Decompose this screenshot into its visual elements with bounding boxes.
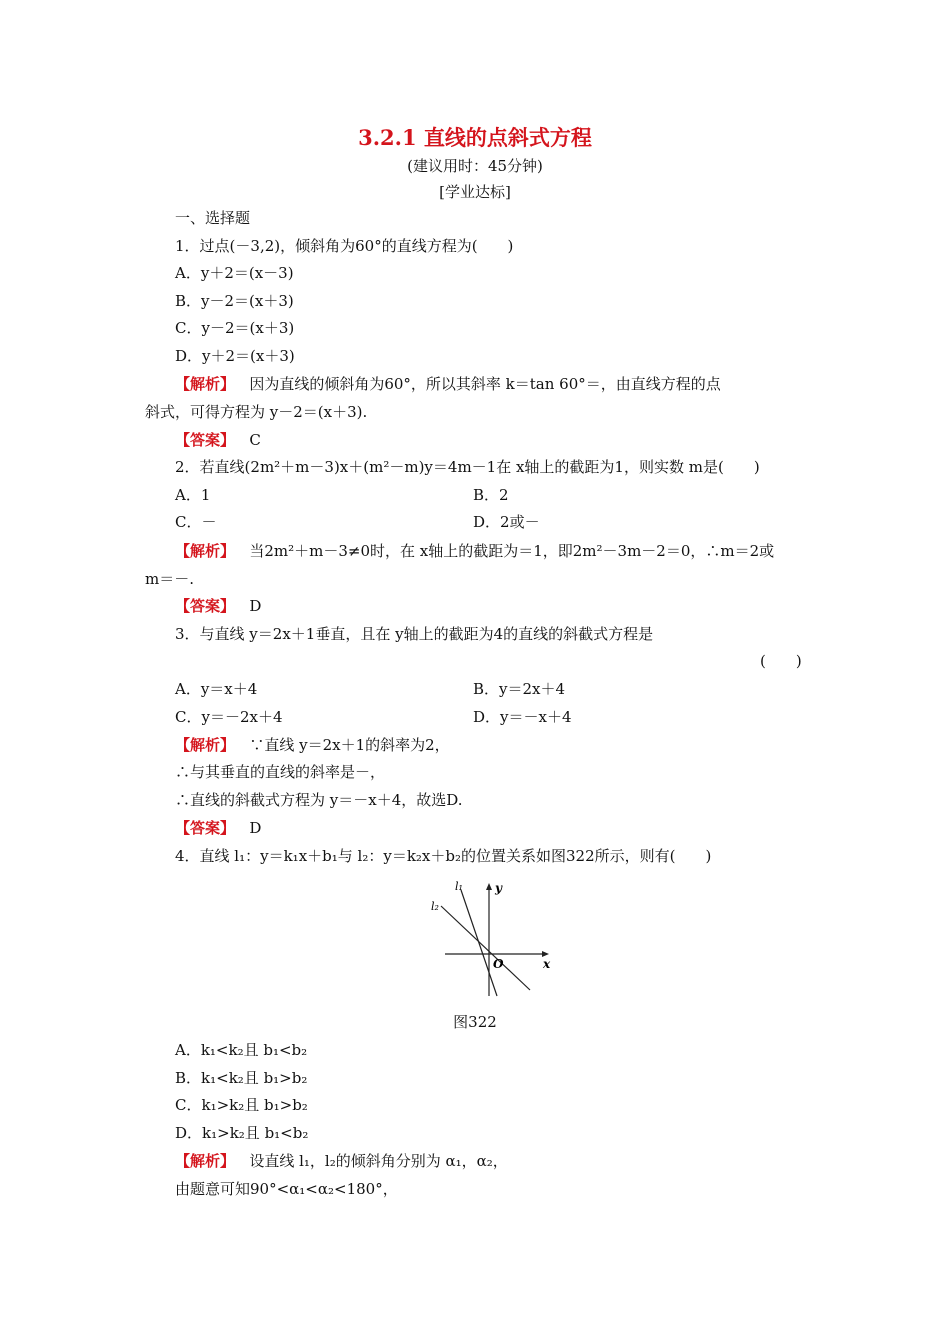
page-title: 3.2.1 直线的点斜式方程	[358, 125, 592, 150]
q2-stem: 2．若直线(2m²＋m－3)x＋(m²－m)y＝4m－1在 x轴上的截距为1，则实数 m是( )	[175, 458, 760, 476]
q3-analysis-line2: ∴与其垂直的直线的斜率是－，	[175, 763, 386, 781]
label-y: y	[495, 881, 502, 895]
q2-analysis-cont: m＝－.	[145, 570, 194, 588]
section-label: [学业达标]	[439, 183, 511, 201]
q3-option-c: C．y＝－2x＋4	[175, 708, 283, 726]
q1-analysis: 【解析】 因为直线的倾斜角为60°，所以其斜率 k＝tan 60°＝，由直线方程的点	[175, 375, 721, 393]
q3-analysis-line3: ∴直线的斜截式方程为 y＝－x＋4，故选D.	[175, 791, 463, 809]
q1-analysis-cont: 斜式，可得方程为 y－2＝(x＋3).	[145, 403, 368, 421]
q4-option-b: B．k₁<k₂且 b₁>b₂	[175, 1069, 308, 1087]
part-heading: 一、选择题	[175, 209, 251, 227]
label-origin: O	[493, 957, 504, 971]
q2-option-d: D．2或－	[473, 513, 540, 531]
analysis-label: 【解析】	[175, 542, 236, 560]
q1-option-b: B．y－2＝(x＋3)	[175, 292, 294, 310]
analysis-label: 【解析】	[175, 375, 236, 393]
q1-stem: 1．过点(－3,2)，倾斜角为60°的直线方程为( )	[175, 237, 514, 255]
q3-option-b: B．y＝2x＋4	[473, 680, 566, 698]
q1-option-d: D．y＋2＝(x＋3)	[175, 347, 295, 365]
label-x: x	[543, 957, 551, 971]
analysis-label: 【解析】	[175, 736, 236, 754]
q4-figure	[425, 878, 555, 1003]
answer-label: 【答案】	[175, 597, 236, 615]
answer-label: 【答案】	[175, 819, 236, 837]
q3-answer: 【答案】 D	[175, 819, 262, 837]
line-l2	[441, 906, 530, 990]
q2-option-c: C．－	[175, 513, 217, 531]
q4-option-d: D．k₁>k₂且 b₁<b₂	[175, 1124, 309, 1142]
q3-answer-paren: ( )	[760, 652, 802, 670]
q2-analysis: 【解析】 当2m²＋m－3≠0时，在 x轴上的截距为＝1，即2m²－3m－2＝0，∴m＝2或	[175, 542, 775, 560]
analysis-label: 【解析】	[175, 1152, 236, 1170]
q1-option-c: C．y－2＝(x＋3)	[175, 319, 295, 337]
q4-stem: 4．直线 l₁：y＝k₁x＋b₁与 l₂：y＝k₂x＋b₂的位置关系如图322所示，则有( )	[175, 847, 712, 865]
q4-option-c: C．k₁>k₂且 b₁>b₂	[175, 1096, 308, 1114]
q4-analysis: 【解析】 设直线 l₁，l₂的倾斜角分别为 α₁，α₂，	[175, 1152, 508, 1170]
q3-stem: 3．与直线 y＝2x＋1垂直，且在 y轴上的截距为4的直线的斜截式方程是	[175, 625, 654, 643]
q3-option-d: D．y＝－x＋4	[473, 708, 572, 726]
q1-option-a: A．y＋2＝(x－3)	[175, 264, 294, 282]
q1-answer: 【答案】 C	[175, 431, 261, 449]
time-hint: (建议用时：45分钟)	[407, 157, 543, 175]
q3-option-a: A．y＝x＋4	[175, 680, 258, 698]
label-l2: l₂	[431, 900, 439, 913]
q3-analysis: 【解析】 ∵直线 y＝2x＋1的斜率为2，	[175, 736, 450, 754]
figure-caption: 图322	[453, 1013, 497, 1031]
q4-option-a: A．k₁<k₂且 b₁<b₂	[175, 1041, 308, 1059]
q2-option-a: A．1	[175, 486, 211, 504]
y-axis-arrow	[486, 883, 492, 890]
q4-analysis-line2: 由题意可知90°<α₁<α₂<180°，	[175, 1180, 398, 1198]
answer-label: 【答案】	[175, 431, 236, 449]
q2-answer: 【答案】 D	[175, 597, 262, 615]
q2-option-b: B．2	[473, 486, 509, 504]
line-l1	[461, 890, 497, 996]
label-l1: l₁	[455, 880, 463, 893]
